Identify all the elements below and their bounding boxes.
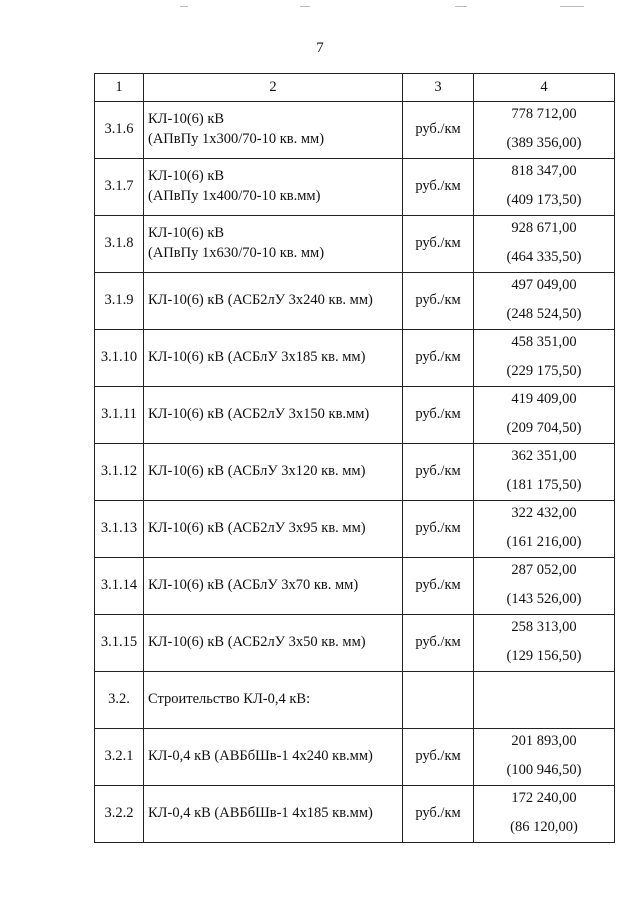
price-cell xyxy=(474,273,615,330)
scan-artifact xyxy=(300,6,310,7)
row-number: 3.1.14 xyxy=(95,558,144,615)
price-cell xyxy=(474,102,615,159)
price-value: 419 409,00 xyxy=(511,390,577,407)
price-half-value: (248 524,50) xyxy=(506,305,582,322)
table-row xyxy=(95,102,615,159)
row-number: 3.1.13 xyxy=(95,501,144,558)
table-row xyxy=(95,786,615,843)
scan-artifact xyxy=(560,6,584,7)
unit: руб./км xyxy=(403,501,474,558)
price-cell xyxy=(474,558,615,615)
table-row xyxy=(95,729,615,786)
unit: руб./км xyxy=(403,216,474,273)
scan-artifact xyxy=(455,6,467,7)
page-number: 7 xyxy=(316,40,324,56)
item-name xyxy=(144,330,403,387)
row-number: 3.1.8 xyxy=(95,216,144,273)
price-half-value: (100 946,50) xyxy=(506,761,582,778)
table-row xyxy=(95,330,615,387)
price-value: 287 052,00 xyxy=(511,561,577,578)
price-value: 778 712,00 xyxy=(511,105,577,122)
item-name-line1: КЛ-10(6) кВ (АСБ2лУ 3х50 кв. мм) xyxy=(148,634,366,651)
table-row xyxy=(95,273,615,330)
row-number: 3.2.2 xyxy=(95,786,144,843)
price-cell xyxy=(474,729,615,786)
item-name-line1: КЛ-10(6) кВ xyxy=(148,168,225,185)
item-name xyxy=(144,102,403,159)
table-row xyxy=(95,615,615,672)
row-number: 3.1.11 xyxy=(95,387,144,444)
table-row xyxy=(95,444,615,501)
unit: руб./км xyxy=(403,330,474,387)
price-value: 322 432,00 xyxy=(511,504,577,521)
unit: руб./км xyxy=(403,159,474,216)
row-number: 3.1.10 xyxy=(95,330,144,387)
table-row xyxy=(95,159,615,216)
scan-artifact xyxy=(180,6,188,7)
item-name xyxy=(144,786,403,843)
unit: руб./км xyxy=(403,102,474,159)
item-name xyxy=(144,558,403,615)
row-number: 3.2.1 xyxy=(95,729,144,786)
row-number: 3.1.7 xyxy=(95,159,144,216)
price-cell xyxy=(474,387,615,444)
unit: руб./км xyxy=(403,615,474,672)
price-cell xyxy=(474,159,615,216)
price-cell xyxy=(474,501,615,558)
unit: руб./км xyxy=(403,786,474,843)
item-name xyxy=(144,729,403,786)
price-value: 172 240,00 xyxy=(511,789,577,806)
item-name-line2: (АПвПу 1х300/70-10 кв. мм) xyxy=(148,131,325,147)
price-value: 258 313,00 xyxy=(511,618,577,635)
item-name xyxy=(144,672,403,729)
item-name-line1: КЛ-10(6) кВ (АСБлУ 3х70 кв. мм) xyxy=(148,577,359,594)
item-name-line2: (АПвПу 1х630/70-10 кв. мм) xyxy=(148,245,325,261)
item-name-line1: КЛ-10(6) кВ (АСБ2лУ 3х240 кв. мм) xyxy=(148,292,373,309)
unit: руб./км xyxy=(403,273,474,330)
item-name xyxy=(144,159,403,216)
tariff-table xyxy=(94,73,615,843)
item-name-line1: КЛ-10(6) кВ (АСБ2лУ 3х150 кв.мм) xyxy=(148,406,370,423)
item-name-line1: КЛ-0,4 кВ (АВБбШв-1 4х185 кв.мм) xyxy=(148,805,373,822)
column-header: 4 xyxy=(474,74,615,102)
item-name xyxy=(144,387,403,444)
unit: руб./км xyxy=(403,729,474,786)
table-row xyxy=(95,672,615,729)
item-name-line1: КЛ-10(6) кВ (АСБлУ 3х185 кв. мм) xyxy=(148,349,366,366)
row-number: 3.1.6 xyxy=(95,102,144,159)
row-number: 3.1.9 xyxy=(95,273,144,330)
unit: руб./км xyxy=(403,444,474,501)
price-half-value: (229 175,50) xyxy=(506,362,582,379)
price-half-value: (209 704,50) xyxy=(506,419,582,436)
table-row xyxy=(95,216,615,273)
item-name xyxy=(144,501,403,558)
table-row xyxy=(95,558,615,615)
item-name-line2: (АПвПу 1х400/70-10 кв.мм) xyxy=(148,188,321,204)
price-half-value: (181 175,50) xyxy=(506,476,582,493)
price-value: 362 351,00 xyxy=(511,447,577,464)
price-half-value: (86 120,00) xyxy=(510,818,578,835)
price-value: 497 049,00 xyxy=(511,276,577,293)
table-row xyxy=(95,501,615,558)
column-header: 1 xyxy=(95,74,144,102)
item-name xyxy=(144,615,403,672)
item-name xyxy=(144,444,403,501)
price-half-value: (129 156,50) xyxy=(506,647,582,664)
column-header: 3 xyxy=(403,74,474,102)
price-half-value: (143 526,00) xyxy=(506,590,582,607)
price-value: 458 351,00 xyxy=(511,333,577,350)
item-name xyxy=(144,273,403,330)
price-half-value: (409 173,50) xyxy=(506,191,582,208)
price-cell xyxy=(474,615,615,672)
item-name-line1: КЛ-10(6) кВ xyxy=(148,111,225,128)
price-cell xyxy=(474,216,615,273)
price-value: 818 347,00 xyxy=(511,162,577,179)
unit: руб./км xyxy=(403,558,474,615)
price-half-value: (161 216,00) xyxy=(506,533,582,550)
unit xyxy=(403,672,474,729)
table-row xyxy=(95,387,615,444)
unit: руб./км xyxy=(403,387,474,444)
column-header: 2 xyxy=(144,74,403,102)
price-cell xyxy=(474,444,615,501)
price-half-value: (464 335,50) xyxy=(506,248,582,265)
price-cell xyxy=(474,786,615,843)
item-name-line1: КЛ-0,4 кВ (АВБбШв-1 4х240 кв.мм) xyxy=(148,748,373,765)
row-number: 3.1.15 xyxy=(95,615,144,672)
price-half-value: (389 356,00) xyxy=(506,134,582,151)
item-name-line1: КЛ-10(6) кВ (АСБ2лУ 3х95 кв. мм) xyxy=(148,520,366,537)
price-value: 201 893,00 xyxy=(511,732,577,749)
price-value: 928 671,00 xyxy=(511,219,577,236)
row-number: 3.1.12 xyxy=(95,444,144,501)
item-name xyxy=(144,216,403,273)
item-name-line1: Строительство КЛ-0,4 кВ: xyxy=(148,691,311,708)
table-header-row xyxy=(95,74,615,102)
price-cell xyxy=(474,672,615,729)
item-name-line1: КЛ-10(6) кВ (АСБлУ 3х120 кв. мм) xyxy=(148,463,366,480)
item-name-line1: КЛ-10(6) кВ xyxy=(148,225,225,242)
price-cell xyxy=(474,330,615,387)
row-number: 3.2. xyxy=(95,672,144,729)
